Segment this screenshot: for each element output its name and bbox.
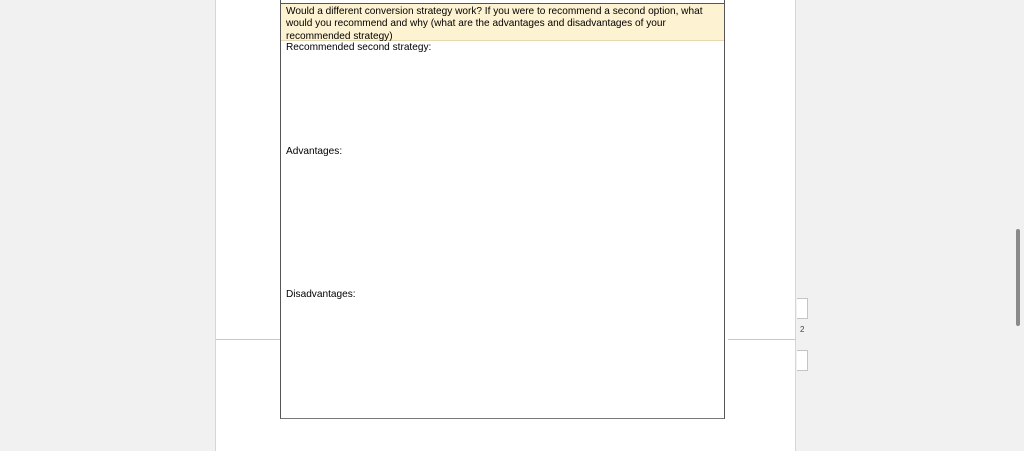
page-break-line-right — [728, 339, 796, 340]
vertical-scrollbar[interactable] — [1012, 0, 1024, 451]
scrollbar-thumb[interactable] — [1016, 229, 1020, 326]
answer-table — [280, 0, 725, 419]
page-number: 2 — [800, 325, 805, 334]
question-cell[interactable]: Would a different conversion strategy work? If you were to recommend a second option, what would you recommend and why (what are the advantages and disadvantages of your recommended strategy) — [281, 3, 724, 41]
margin-marker-bottom — [797, 350, 808, 371]
disadvantages-label[interactable]: Disadvantages: — [286, 289, 356, 300]
margin-marker-top — [797, 298, 808, 319]
advantages-label[interactable]: Advantages: — [286, 146, 343, 157]
recommended-strategy-label[interactable]: Recommended second strategy: — [286, 42, 432, 53]
page-break-line-left — [216, 339, 280, 340]
